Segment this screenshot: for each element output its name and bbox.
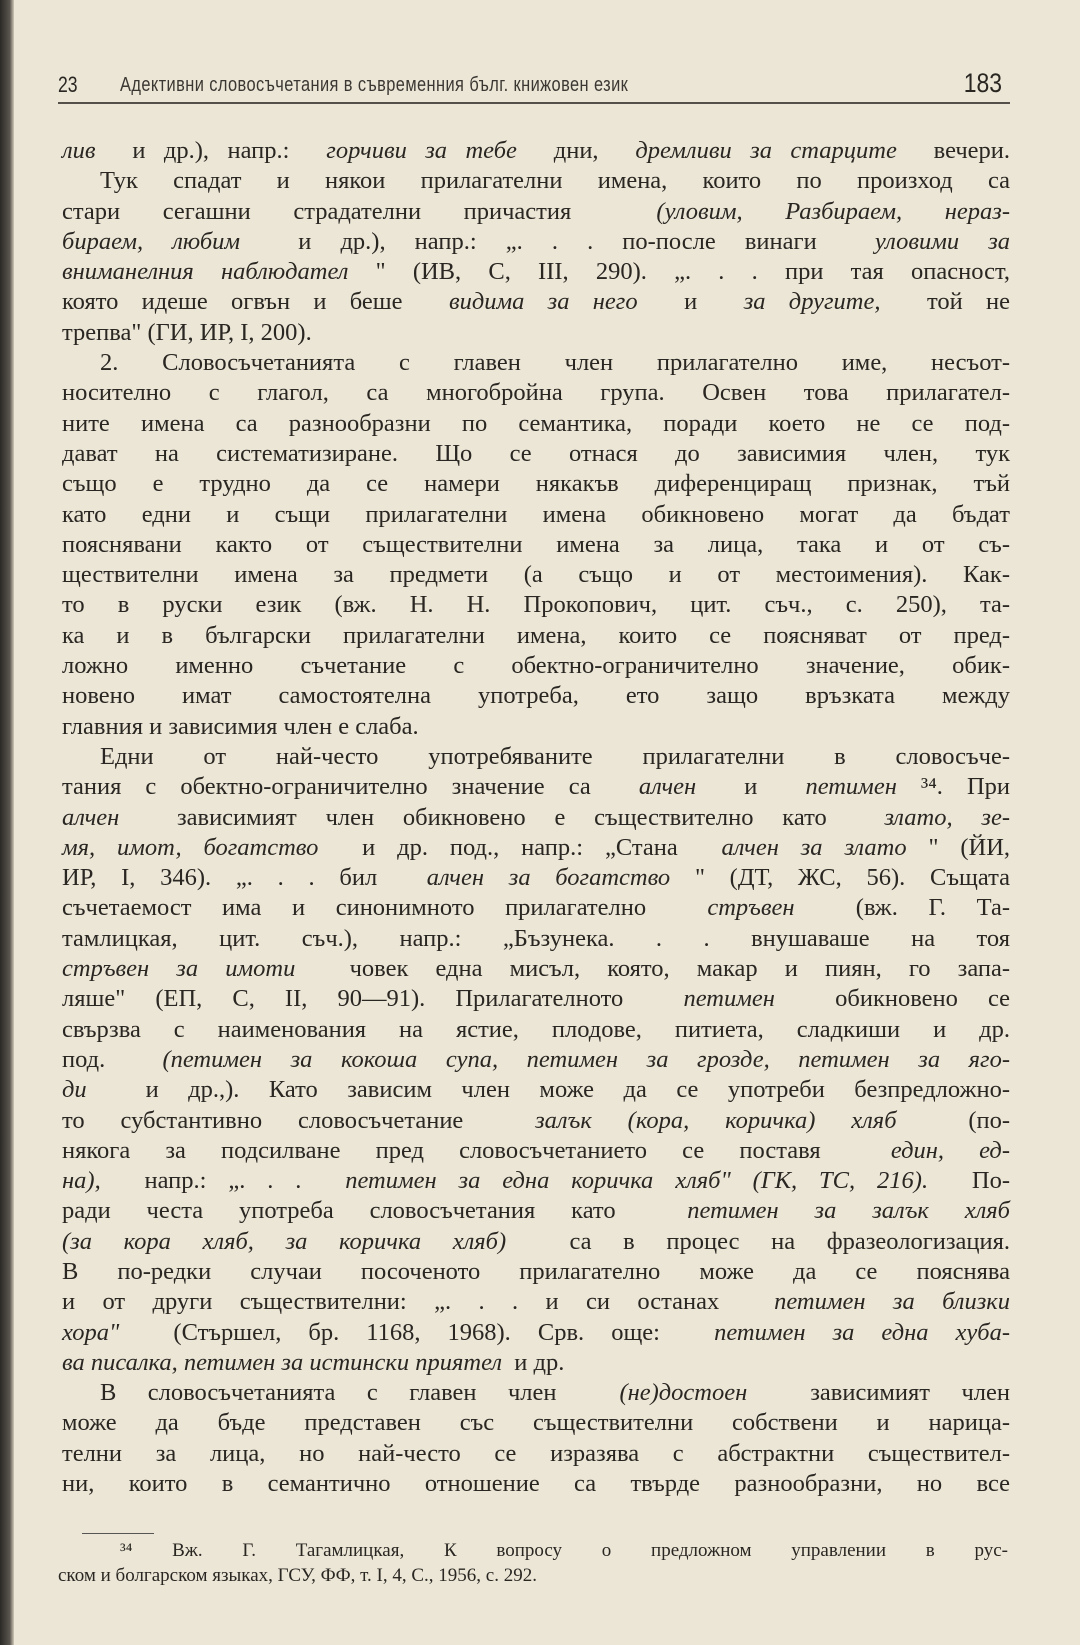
text-segment: трепва" (ГИ, ИР, I, 200). — [62, 318, 312, 346]
text-line — [62, 833, 1010, 863]
text-segment: главния и зависимия член е слаба. — [62, 712, 419, 740]
text-segment: и др. под., напр.: „Стана — [340, 833, 700, 861]
text-segment: човек една мисъл, която, макар и пиян, го запа- — [322, 955, 1011, 983]
text-line — [62, 1136, 1010, 1166]
text-segment: съчетаемост има и синонимното прилагателно — [62, 894, 677, 922]
text-segment: и — [660, 288, 721, 316]
italic-text: дремливи за старците — [635, 137, 897, 164]
text-line — [62, 651, 1010, 681]
text-line — [62, 1075, 1010, 1105]
text-segment: някога за подсилване пред словосъчетанието се поставя — [62, 1136, 856, 1164]
text-line — [62, 378, 1010, 408]
italic-text: уловими за — [874, 227, 1011, 255]
italic-text: стръвен за имоти — [62, 955, 296, 983]
text-segment: свързва с наименования на ястие, плодове, питиета, сладкиши и др. — [62, 1015, 1010, 1043]
text-segment: която идеше огвън и беше — [62, 288, 426, 316]
italic-text: стръвен — [707, 894, 795, 922]
running-header — [58, 68, 1008, 102]
text-line — [62, 560, 1010, 590]
text-segment: " (ДТ, ЖС, 56). Същата — [694, 864, 1010, 892]
text-segment: пояснявани както от съществителни имена за лица, така и от съ- — [62, 530, 1010, 558]
text-segment: обикновено се — [805, 985, 1011, 1013]
text-segment: телни за лица, но най-често се изразява с абстрактни съществител- — [62, 1439, 1010, 1467]
text-line — [62, 984, 1010, 1014]
text-segment: и — [720, 773, 782, 801]
italic-text: залък (кора, коричка) хляб — [535, 1106, 897, 1134]
text-segment: Едни от най-често употребяваните прилагателни в словосъче- — [100, 742, 1010, 770]
text-segment: дават на систематизиране. Що се отнася до зависимия член, тук — [62, 439, 1010, 467]
text-segment: и др.,). Като зависим член може да се употреби безпредложно- — [116, 1076, 1010, 1104]
text-line — [62, 893, 1010, 923]
text-segment: и от други съществителни: „. . . и си останах — [62, 1288, 747, 1316]
section-number: 23 — [58, 72, 78, 97]
text-line — [62, 439, 1010, 469]
italic-text: мя, имот, богатство — [62, 833, 319, 861]
italic-text: алчен — [62, 803, 120, 831]
italic-text: ва писалка, петимен за истински приятел — [62, 1348, 503, 1376]
text-segment: и др. — [508, 1348, 565, 1376]
text-segment: то субстантивно словосъчетание — [62, 1106, 500, 1134]
text-line — [62, 1408, 1010, 1438]
italic-text: видима за него — [449, 288, 638, 316]
text-line — [62, 136, 1010, 166]
text-line — [62, 1378, 1010, 1408]
italic-text: вниманелния наблюдател — [62, 258, 349, 286]
text-line — [62, 1439, 1010, 1469]
italic-text: алчен — [638, 773, 697, 801]
text-segment: вечери. — [915, 137, 1011, 164]
italic-text: бираем, любим — [62, 227, 241, 255]
italic-text: петимен за една хуба- — [714, 1318, 1011, 1346]
text-line — [62, 1015, 1010, 1045]
text-line — [62, 500, 1010, 530]
text-line — [62, 803, 1010, 833]
text-segment: ради честа употреба словосъчетания като — [62, 1197, 652, 1225]
italic-text: алчен за злато — [721, 833, 907, 861]
italic-text: петимен за близки — [774, 1288, 1011, 1316]
text-segment: ка и в български прилагателни имена, които се поясняват от пред- — [62, 621, 1010, 649]
text-segment: може да бъде представен със съществителни собствени и нарица- — [62, 1409, 1010, 1437]
text-line — [62, 469, 1010, 499]
text-line — [62, 772, 1010, 802]
text-segment: 2. Словосъчетанията с главен член прилагателно име, несъот- — [100, 349, 1010, 377]
text-line — [62, 712, 1010, 742]
text-segment: то в руски език (вж. Н. Н. Прокопович, цит. съч., с. 250), та- — [62, 591, 1010, 619]
text-segment: " (ИВ, С, III, 290). „. . . при тая опасност, — [375, 258, 1010, 286]
text-line — [62, 1227, 1010, 1257]
footnote-rule — [82, 1533, 154, 1534]
text-segment: под. — [62, 1045, 134, 1073]
italic-text: (уловим, Разбираем, нераз- — [656, 197, 1011, 225]
text-segment: ни, които в семантично отношение са твърде разнообразни, но все — [62, 1470, 1010, 1498]
text-segment: ИР, I, 346). „. . . бил — [62, 864, 402, 892]
italic-text: (не)достоен — [619, 1379, 748, 1407]
text-segment: той не — [903, 288, 1011, 316]
italic-text: петимен — [805, 773, 897, 801]
italic-text: един, ед- — [890, 1136, 1010, 1164]
italic-text: лив — [62, 137, 96, 164]
text-line — [62, 1318, 1010, 1348]
text-line — [62, 621, 1010, 651]
text-segment: (вж. Г. Та- — [825, 894, 1011, 922]
text-segment: напр.: „. . . — [122, 1167, 324, 1195]
text-segment: стари сегашни страдателни причастия — [62, 197, 614, 225]
italic-text: (петимен за кокоша супа, петимен за грозде, петимен за яго- — [162, 1045, 1011, 1073]
italic-text: ди — [62, 1076, 87, 1104]
footnote-line: ском и болгарском языках, ГСУ, ФФ, т. I, 4, С., 1956, с. 292. — [58, 1565, 537, 1586]
text-segment: носително с глагол, са многобройна група. Освен това прилагател- — [62, 379, 1010, 407]
text-segment: зависимият член обикновено е съществително като — [148, 803, 856, 831]
text-line — [62, 863, 1010, 893]
italic-text: петимен за залък хляб — [687, 1197, 1010, 1225]
text-line — [62, 1106, 1010, 1136]
text-line — [62, 530, 1010, 560]
text-segment: ложно именно съчетание с обектно-ограничително значение, обик- — [62, 652, 1010, 680]
text-segment: В по-редки случаи посоченото прилагателно може да се пояснява — [62, 1257, 1010, 1285]
text-line — [62, 227, 1010, 257]
text-line — [62, 590, 1010, 620]
text-line — [62, 924, 1010, 954]
running-title: Адективни словосъчетания в съвременния бълг. книжовен език — [120, 74, 629, 96]
text-segment: ляше" (ЕП, С, II, 90—91). Прилагателното — [62, 985, 654, 1013]
text-segment: и др.), напр.: „. . . по-после винаги — [269, 227, 846, 255]
header-rule — [58, 102, 1010, 104]
text-line — [62, 318, 1010, 348]
italic-text: (за кора хляб, за коричка хляб) — [62, 1227, 507, 1255]
footnote-line: ³⁴ Вж. Г. Тагамлицкая, К вопросу о предложном управлении в рус- — [120, 1540, 1008, 1561]
text-line — [62, 954, 1010, 984]
text-segment: ните имена са разнообразни по семантика, поради което не се под- — [62, 409, 1010, 437]
text-line — [62, 197, 1010, 227]
italic-text: горчиви за тебе — [326, 137, 517, 164]
text-segment: като едни и същи прилагателни имена обикновено могат да бъдат — [62, 500, 1010, 528]
text-line — [62, 409, 1010, 439]
italic-text: хора" — [62, 1318, 120, 1346]
text-segment: " (ЙИ, — [928, 833, 1011, 861]
text-line — [62, 257, 1010, 287]
text-line — [62, 1196, 1010, 1226]
text-line — [62, 1348, 1010, 1378]
text-line — [62, 1166, 1010, 1196]
text-segment: тания с обектно-ограничително значение са — [62, 773, 615, 801]
text-line — [62, 742, 1010, 772]
text-line — [62, 166, 1010, 196]
text-line — [62, 1257, 1010, 1287]
italic-text: петимен — [683, 985, 775, 1013]
text-segment: новено имат самостоятелна употреба, ето защо връзката между — [62, 682, 1010, 710]
italic-text: за другите, — [743, 288, 881, 316]
book-binding-edge — [0, 0, 14, 1645]
text-line — [62, 1469, 1010, 1499]
text-segment: Тук спадат и някои прилагателни имена, които по произход са — [100, 167, 1010, 195]
text-segment: (Стършел, бр. 1168, 1968). Срв. още: — [146, 1318, 688, 1346]
text-segment: са в процес на фразеологизация. — [537, 1227, 1011, 1255]
text-segment: ществителни имена за предмети (а също и от местоимения). Как- — [62, 561, 1010, 589]
text-segment: зависимият член — [778, 1379, 1011, 1407]
text-line — [62, 1287, 1010, 1317]
text-line — [62, 681, 1010, 711]
text-segment: също е трудно да се намери някакъв диференциращ признак, тъй — [62, 470, 1010, 498]
text-segment: и др.), напр.: — [114, 137, 308, 164]
text-line — [62, 1045, 1010, 1075]
text-segment: (по- — [932, 1106, 1010, 1134]
text-segment: тамлицкая, цит. съч.), напр.: „Бъзунека. . . внушаваше на тоя — [62, 924, 1010, 952]
text-segment: дни, — [535, 137, 617, 164]
text-segment: ³⁴. При — [920, 773, 1011, 801]
text-line — [62, 287, 1010, 317]
footnote — [58, 1538, 1008, 1588]
italic-text: на), — [62, 1167, 101, 1195]
text-segment: В словосъчетанията с главен член — [100, 1379, 588, 1407]
italic-text: алчен за богатство — [426, 864, 671, 892]
italic-text: петимен за една коричка хляб" (ГК, ТС, 216). — [345, 1167, 929, 1195]
page-number: 183 — [963, 68, 1002, 98]
italic-text: злато, зе- — [884, 803, 1010, 831]
text-line — [62, 348, 1010, 378]
body-text — [62, 136, 1010, 1499]
text-segment: По- — [950, 1167, 1011, 1195]
